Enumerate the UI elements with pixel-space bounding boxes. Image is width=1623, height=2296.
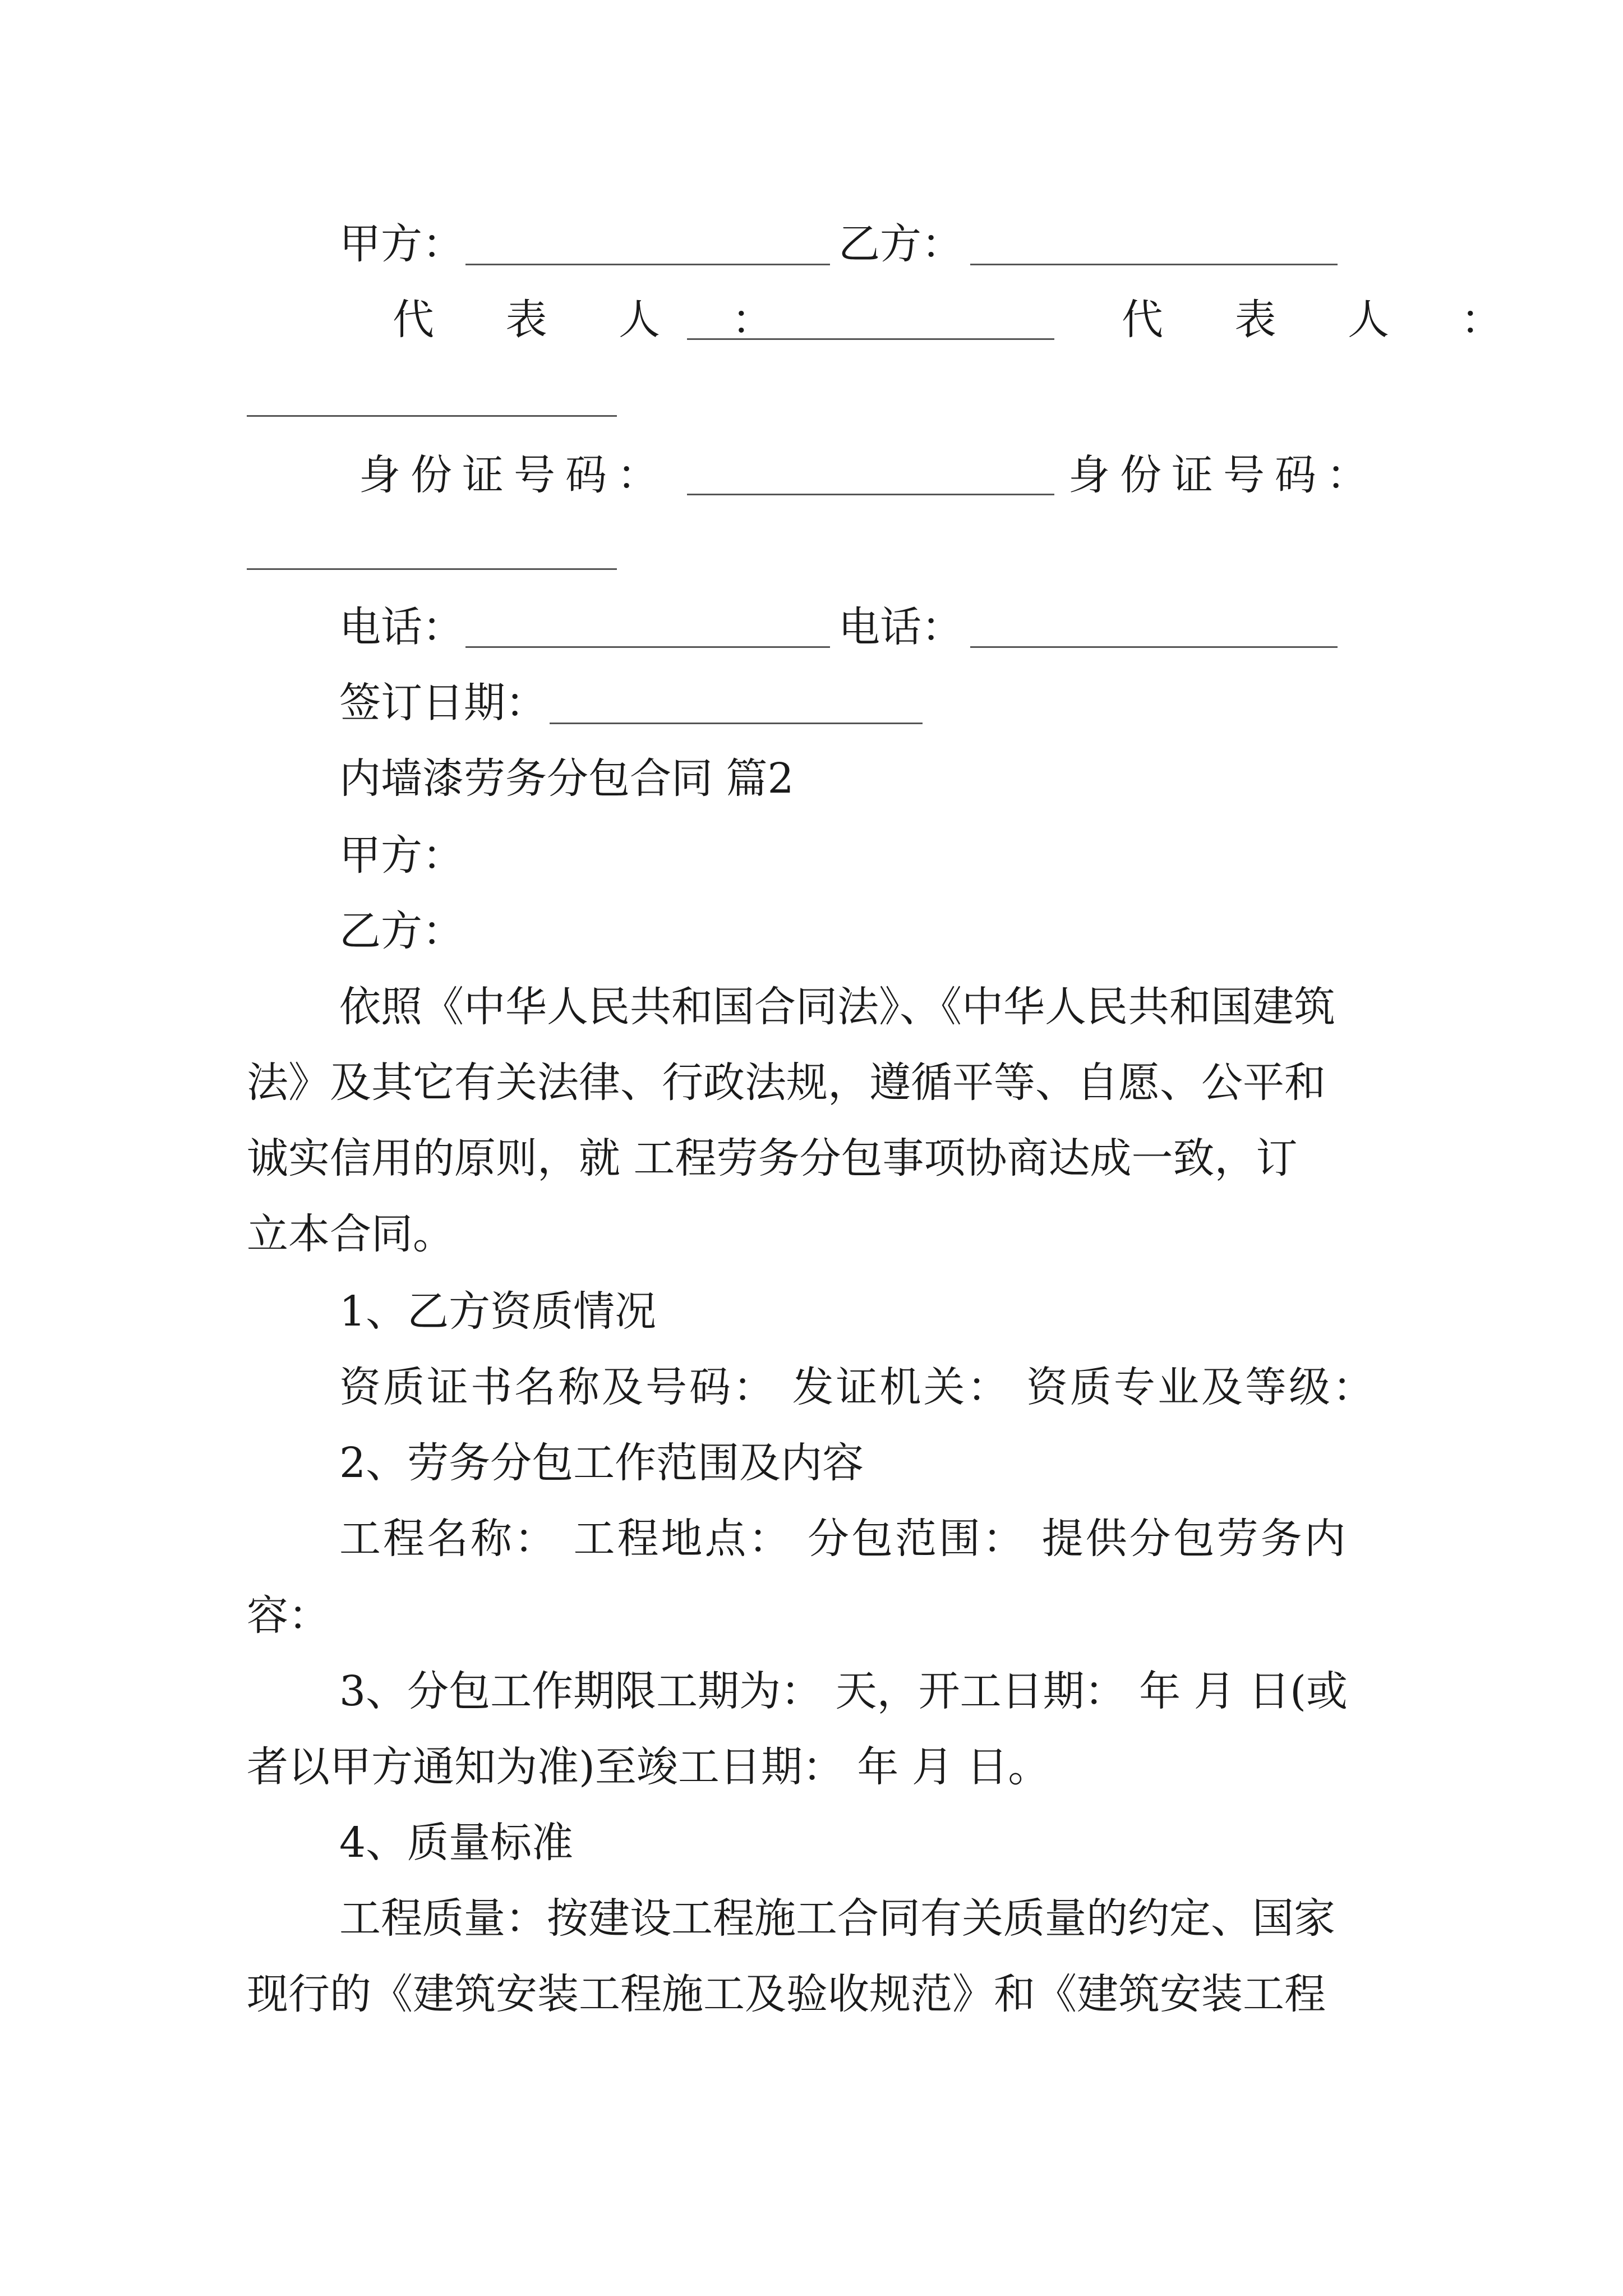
item2-line: 容： [247, 1591, 330, 1640]
item4-line: 现行的《建筑安装工程施工及验收规范》和《建筑安装工程 [247, 1970, 1326, 2018]
party-b-blank [970, 264, 1338, 265]
phone-b-blank [970, 646, 1338, 648]
item3-line: 者以甲方通知为准)至竣工日期： 年 月 日。 [247, 1743, 1050, 1791]
id-number-a-blank [687, 494, 1054, 495]
item3-line: 3、分包工作期限工期为： 天，开工日期： 年 月 日(或 [339, 1667, 1348, 1715]
signing-date-label: 签订日期： [339, 679, 547, 727]
phone-a-blank [465, 646, 830, 648]
party-a-label: 甲方： [339, 220, 464, 268]
intro-line: 立本合同。 [247, 1210, 454, 1258]
party-a-blank [465, 264, 830, 265]
intro-line: 诚实信用的原则，就 工程劳务分包事项协商达成一致，订 [247, 1134, 1298, 1182]
section-party-b: 乙方： [339, 907, 464, 955]
section-title: 内墙漆劳务分包合同 篇2 [339, 754, 794, 803]
item4-line: 工程质量：按建设工程施工合同有关质量的约定、国家 [339, 1894, 1335, 1943]
item1-body: 资质证书名称及号码： 发证机关： 资质专业及等级： [339, 1363, 1377, 1411]
representative-b-label: 代 表 人 ： [1122, 296, 1532, 344]
id-number-a-label: 身份证号码： [359, 451, 668, 499]
signing-date-blank [550, 723, 923, 724]
representative-a-label: 代 表 人 ： [393, 296, 803, 344]
id-number-b-label: 身份证号码： [1068, 451, 1378, 499]
phone-a-label: 电话： [339, 603, 464, 651]
intro-line: 依照《中华人民共和国合同法》、《中华人民共和国建筑 [339, 983, 1335, 1031]
representative-b-blank [247, 415, 617, 417]
item4-title: 4、质量标准 [339, 1819, 574, 1867]
id-number-b-blank [247, 568, 617, 570]
section-party-a: 甲方： [339, 831, 464, 880]
representative-a-blank [687, 338, 1054, 340]
intro-line: 法》及其它有关法律、行政法规，遵循平等、自愿、公平和 [247, 1059, 1326, 1107]
party-b-label: 乙方： [838, 220, 963, 268]
phone-b-label: 电话： [838, 603, 963, 651]
item1-title: 1、乙方资质情况 [339, 1287, 657, 1336]
item2-line: 工程名称： 工程地点： 分包范围： 提供分包劳务内 [339, 1515, 1348, 1563]
item2-title: 2、劳务分包工作范围及内容 [339, 1439, 864, 1487]
